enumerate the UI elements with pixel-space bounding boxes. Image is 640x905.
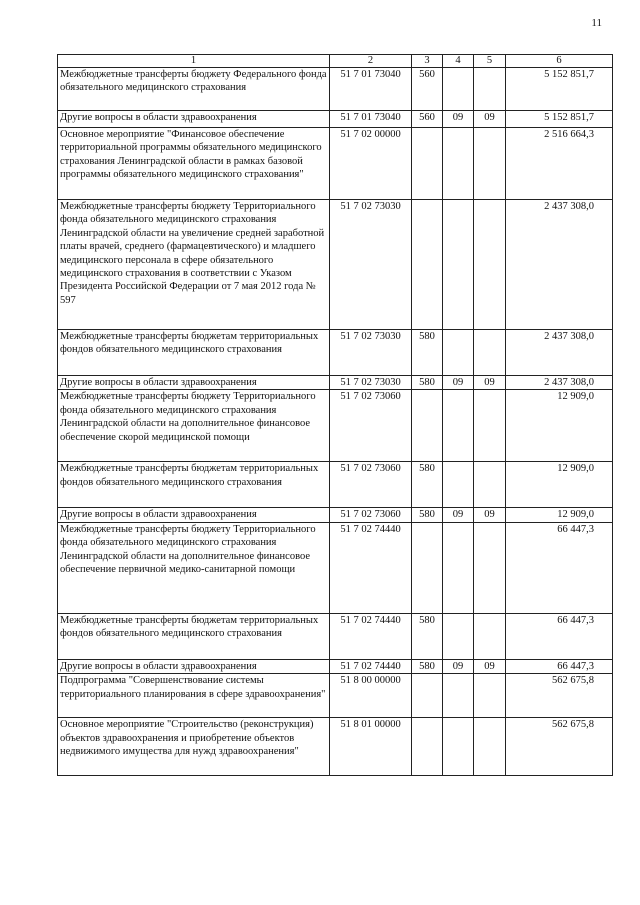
cell-name: Межбюджетные трансферты бюджету Территориального фонда обязательного медицинского страхования Ленинградской области на дополнительное финансовое обеспечение скорой медицинской помощи <box>58 390 330 462</box>
cell-rz <box>443 390 474 462</box>
cell-sum: 2 516 664,3 <box>506 128 613 200</box>
cell-code: 51 7 02 74440 <box>330 659 412 673</box>
cell-name: Основное мероприятие "Строительство (реконструкция) объектов здравоохранения и приобретение объектов недвижимого имущества для нужд здравоохранения" <box>58 718 330 776</box>
cell-name: Другие вопросы в области здравоохранения <box>58 376 330 390</box>
cell-pr <box>474 613 506 659</box>
cell-pr <box>474 390 506 462</box>
cell-sum: 12 909,0 <box>506 462 613 508</box>
table-row <box>58 376 613 390</box>
cell-vr: 560 <box>412 68 443 111</box>
cell-name: Другие вопросы в области здравоохранения <box>58 508 330 522</box>
cell-vr <box>412 718 443 776</box>
page-number: 11 <box>591 17 602 29</box>
cell-sum: 12 909,0 <box>506 390 613 462</box>
table-row <box>58 613 613 659</box>
cell-vr: 580 <box>412 376 443 390</box>
cell-code: 51 7 02 74440 <box>330 522 412 613</box>
cell-vr: 580 <box>412 462 443 508</box>
cell-pr <box>474 522 506 613</box>
cell-code: 51 7 02 00000 <box>330 128 412 200</box>
table-row <box>58 522 613 613</box>
cell-code: 51 8 01 00000 <box>330 718 412 776</box>
budget-table <box>57 54 613 776</box>
table-row <box>58 718 613 776</box>
cell-rz <box>443 613 474 659</box>
table-row <box>58 111 613 128</box>
cell-sum: 66 447,3 <box>506 522 613 613</box>
cell-sum: 5 152 851,7 <box>506 111 613 128</box>
cell-code: 51 7 02 73030 <box>330 200 412 330</box>
cell-rz <box>443 128 474 200</box>
column-header: 3 <box>412 55 443 68</box>
cell-code: 51 7 01 73040 <box>330 68 412 111</box>
cell-vr: 560 <box>412 111 443 128</box>
cell-pr <box>474 200 506 330</box>
cell-code: 51 7 02 73030 <box>330 376 412 390</box>
cell-sum: 562 675,8 <box>506 674 613 718</box>
cell-rz: 09 <box>443 508 474 522</box>
column-header: 4 <box>443 55 474 68</box>
cell-pr <box>474 674 506 718</box>
cell-rz: 09 <box>443 376 474 390</box>
budget-table-body <box>58 55 613 776</box>
table-row <box>58 390 613 462</box>
table-header-row <box>58 55 613 68</box>
cell-pr <box>474 68 506 111</box>
cell-name: Основное мероприятие "Финансовое обеспечение территориальной программы обязательного медицинского страхования Ленинградской области в рамках базовой программы обязательного медицинского страхования" <box>58 128 330 200</box>
table-row <box>58 68 613 111</box>
table-row <box>58 330 613 376</box>
cell-rz <box>443 68 474 111</box>
column-header: 6 <box>506 55 613 68</box>
cell-vr: 580 <box>412 659 443 673</box>
cell-code: 51 7 02 73060 <box>330 462 412 508</box>
column-header: 1 <box>58 55 330 68</box>
cell-vr <box>412 128 443 200</box>
cell-rz <box>443 674 474 718</box>
column-header: 2 <box>330 55 412 68</box>
cell-code: 51 7 02 73030 <box>330 330 412 376</box>
column-header: 5 <box>474 55 506 68</box>
cell-vr <box>412 200 443 330</box>
cell-rz <box>443 330 474 376</box>
cell-name: Подпрограмма "Совершенствование системы территориального планирования в сфере здравоохранения" <box>58 674 330 718</box>
cell-name: Межбюджетные трансферты бюджету Федерального фонда обязательного медицинского страхования <box>58 68 330 111</box>
cell-name: Другие вопросы в области здравоохранения <box>58 659 330 673</box>
cell-vr <box>412 390 443 462</box>
cell-pr <box>474 462 506 508</box>
table-row <box>58 462 613 508</box>
cell-pr: 09 <box>474 111 506 128</box>
cell-rz <box>443 462 474 508</box>
cell-name: Межбюджетные трансферты бюджетам территориальных фондов обязательного медицинского страхования <box>58 330 330 376</box>
cell-name: Межбюджетные трансферты бюджетам территориальных фондов обязательного медицинского страхования <box>58 462 330 508</box>
cell-name: Межбюджетные трансферты бюджетам территориальных фондов обязательного медицинского страхования <box>58 613 330 659</box>
cell-sum: 562 675,8 <box>506 718 613 776</box>
cell-pr: 09 <box>474 508 506 522</box>
cell-pr <box>474 128 506 200</box>
cell-code: 51 7 02 73060 <box>330 508 412 522</box>
cell-code: 51 7 02 74440 <box>330 613 412 659</box>
cell-vr <box>412 522 443 613</box>
cell-pr: 09 <box>474 376 506 390</box>
cell-sum: 2 437 308,0 <box>506 330 613 376</box>
cell-sum: 66 447,3 <box>506 613 613 659</box>
cell-rz <box>443 522 474 613</box>
table-row <box>58 508 613 522</box>
table-row <box>58 200 613 330</box>
table-row <box>58 128 613 200</box>
cell-sum: 66 447,3 <box>506 659 613 673</box>
cell-rz <box>443 718 474 776</box>
cell-code: 51 8 00 00000 <box>330 674 412 718</box>
cell-sum: 2 437 308,0 <box>506 200 613 330</box>
cell-pr <box>474 718 506 776</box>
cell-code: 51 7 01 73040 <box>330 111 412 128</box>
cell-sum: 12 909,0 <box>506 508 613 522</box>
cell-name: Межбюджетные трансферты бюджету Территориального фонда обязательного медицинского страхования Ленинградской области на дополнительное финансовое обеспечение первичной медико-санитарной помощи <box>58 522 330 613</box>
cell-vr: 580 <box>412 613 443 659</box>
cell-vr <box>412 674 443 718</box>
table-row <box>58 674 613 718</box>
cell-pr: 09 <box>474 659 506 673</box>
cell-vr: 580 <box>412 330 443 376</box>
cell-name: Другие вопросы в области здравоохранения <box>58 111 330 128</box>
cell-vr: 580 <box>412 508 443 522</box>
cell-name: Межбюджетные трансферты бюджету Территориального фонда обязательного медицинского страхования Ленинградской области на увеличение средней заработной платы врачей, среднего (фармацевтического) и младшего медицинского персонала в сфере обязательного медицинского страхования в соответствии с Указом Президента Российской Федерации от 7 мая 2012 года № 597 <box>58 200 330 330</box>
cell-rz <box>443 200 474 330</box>
cell-sum: 5 152 851,7 <box>506 68 613 111</box>
cell-rz: 09 <box>443 111 474 128</box>
cell-pr <box>474 330 506 376</box>
table-row <box>58 659 613 673</box>
cell-rz: 09 <box>443 659 474 673</box>
cell-code: 51 7 02 73060 <box>330 390 412 462</box>
cell-sum: 2 437 308,0 <box>506 376 613 390</box>
